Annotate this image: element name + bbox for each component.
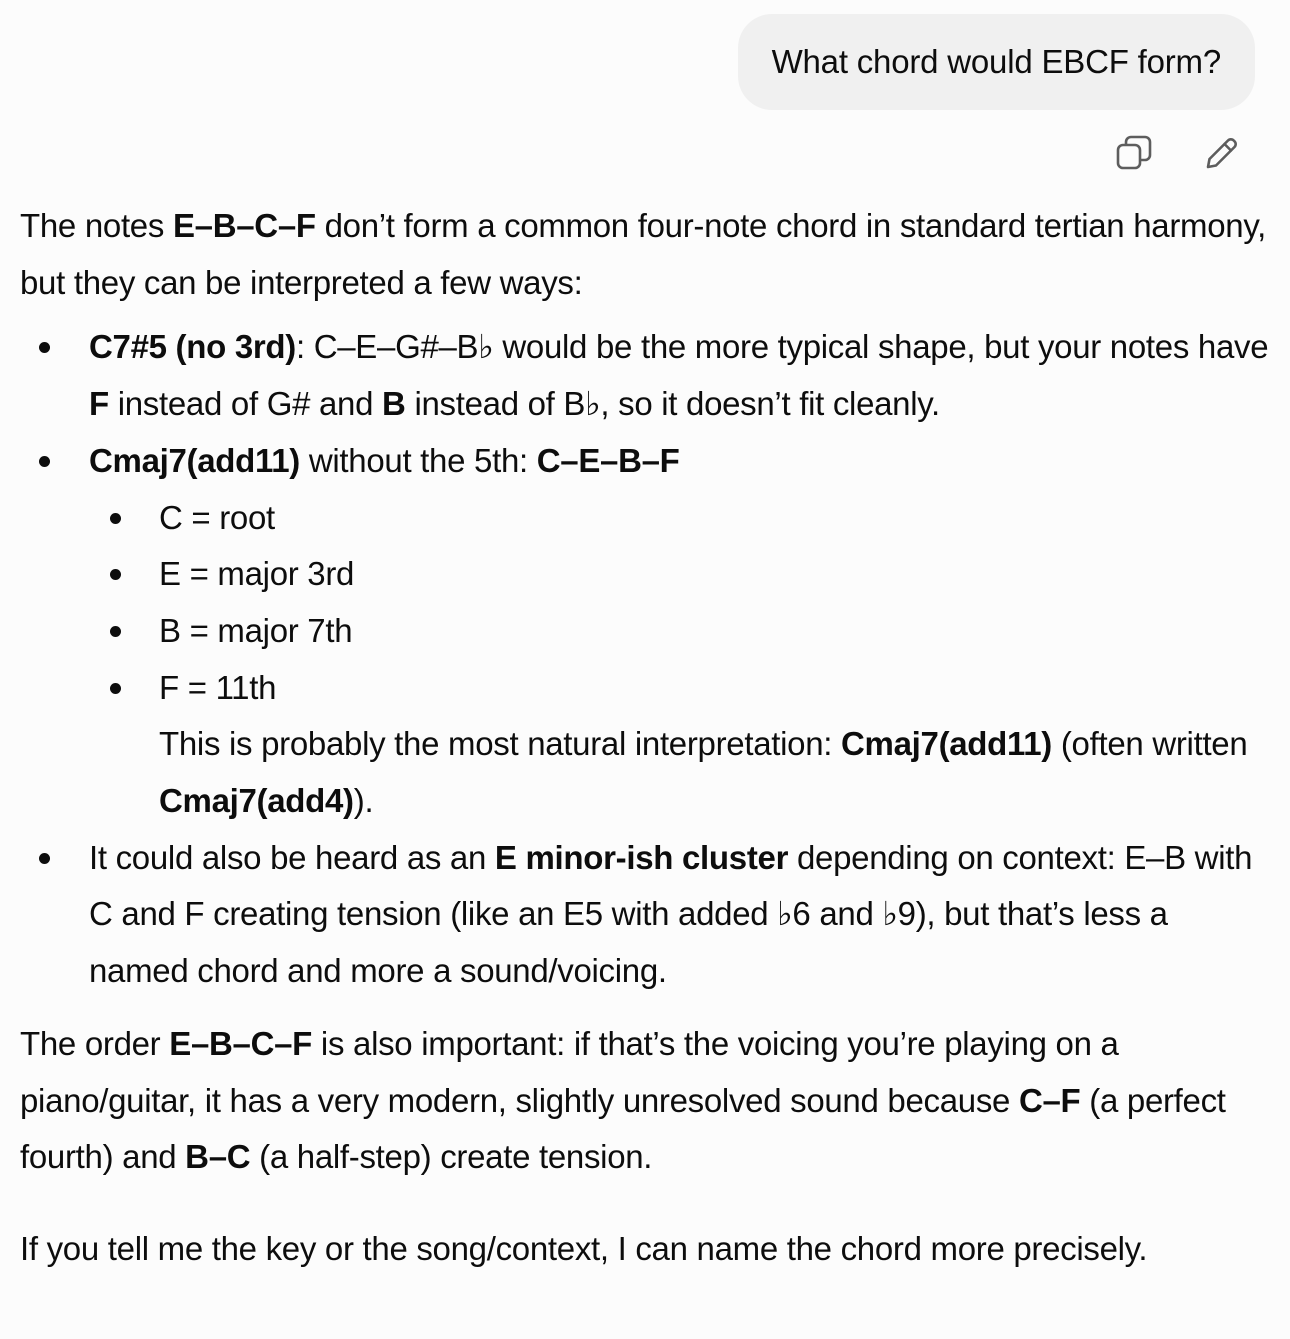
interpretation-note [159,716,1270,829]
answer-closing: If you tell me the key or the song/context, I can name the chord more precisely. [20,1229,1148,1267]
order-bold-3: B–C [185,1138,251,1176]
interval-list [89,490,1270,717]
cluster-text-2: depending on context: E–B with C and F creating tension (like an E5 with added ♭6 and ♭9), but that’s less a named chord and more a sound/voicing. [89,838,1253,990]
note-text-3: ). [353,782,374,820]
note-text-1: This is probably the most natural interpretation: [159,725,842,763]
order-text-1: The order [20,1024,170,1062]
cmaj7add11-title: Cmaj7(add11) [89,441,300,479]
order-text-3: (a perfect fourth) and [20,1081,1226,1176]
user-message-bubble: What chord would EBCF form? [738,14,1255,110]
intro-notes-bold: E–B–C–F [172,207,316,244]
interval-item-eleventh: F = 11th [159,660,1270,717]
c7sharp5-bold-f: F [89,385,109,423]
c7sharp5-text-3: instead of B♭, so it doesn’t fit cleanly. [405,385,940,423]
order-text-4: (a half-step) create tension. [250,1138,653,1176]
note-bold-1: Cmaj7(add11) [841,725,1052,763]
intro-text-1: The notes [20,207,173,244]
interval-item-third: E = major 3rd [159,546,1270,603]
intro-text-2: don’t form a common four-note chord in standard tertian harmony, but they can be interpreted a few ways: [20,207,1266,301]
order-text-2: is also important: if that’s the voicing you’re playing on a piano/guitar, it has a very modern, slightly unresolved sound because [20,1024,1119,1119]
answer-order-paragraph [20,1016,1270,1186]
interval-item-root: C = root [159,490,1270,547]
interval-item-seventh: B = major 7th [159,603,1270,660]
copy-icon [1115,134,1153,172]
order-bold-2: C–F [1018,1081,1081,1119]
cluster-bold: E minor-ish cluster [494,838,789,876]
copy-button[interactable] [1112,131,1156,175]
note-bold-2: Cmaj7(add4) [159,782,354,820]
assistant-answer [20,198,1270,1278]
list-item-cmaj7add11 [89,433,1270,830]
cmaj7add11-text-1: without the 5th: [299,441,537,479]
cmaj7add11-notes: C–E–B–F [536,441,680,479]
c7sharp5-text-2: instead of G# and [108,385,383,423]
order-bold-1: E–B–C–F [169,1024,313,1062]
message-actions [1112,131,1244,175]
interpretation-list [20,319,1270,999]
list-item-c7sharp5 [89,319,1270,432]
answer-intro [20,198,1270,311]
cluster-text-1: It could also be heard as an [89,838,495,876]
list-item-e-minor-cluster [89,830,1270,1000]
note-text-2: (often written [1052,725,1248,763]
c7sharp5-text-1: : C–E–G#–B♭ would be the more typical shape, but your notes have [295,328,1269,366]
edit-button[interactable] [1200,131,1244,175]
c7sharp5-title: C7#5 (no 3rd) [89,328,296,366]
c7sharp5-bold-b: B [382,385,406,423]
pencil-icon [1203,134,1241,172]
user-message-row [738,14,1255,110]
